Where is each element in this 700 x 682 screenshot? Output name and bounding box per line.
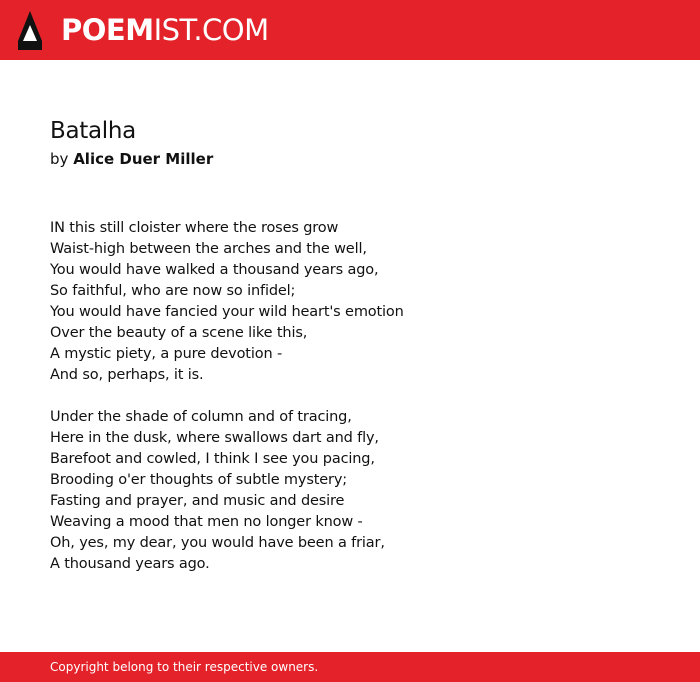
poem-header	[50, 117, 213, 169]
author-name: Alice Duer Miller	[73, 150, 214, 168]
poem-line: And so, perhaps, it is.	[50, 367, 204, 383]
poem-line: IN this still cloister where the roses grow	[50, 220, 339, 236]
poem-line: Barefoot and cowled, I think I see you pacing,	[50, 451, 375, 467]
poem-line: Oh, yes, my dear, you would have been a friar,	[50, 535, 385, 551]
poem-line: So faithful, who are now so infidel;	[50, 283, 296, 299]
site-footer	[0, 652, 700, 682]
pencil-icon[interactable]	[18, 11, 42, 50]
stanza	[50, 218, 404, 386]
poem-line: Fasting and prayer, and music and desire	[50, 493, 345, 509]
site-logo[interactable]	[61, 12, 269, 48]
poem-title: Batalha	[50, 118, 136, 144]
poem-body	[50, 218, 404, 596]
byline	[50, 149, 213, 169]
poem-line: Here in the dusk, where swallows dart and fly,	[50, 430, 379, 446]
poem-line: A mystic piety, a pure devotion -	[50, 346, 283, 362]
poem-line: Over the beauty of a scene like this,	[50, 325, 308, 341]
logo-bold-text: POEM	[61, 13, 154, 47]
poem-line: You would have walked a thousand years ago,	[50, 262, 379, 278]
by-label: by	[50, 150, 69, 168]
site-header	[0, 0, 700, 60]
poem-line: Weaving a mood that men no longer know -	[50, 514, 363, 530]
poem-line: A thousand years ago.	[50, 556, 210, 572]
poem-line: Under the shade of column and of tracing,	[50, 409, 352, 425]
poem-line: You would have fancied your wild heart's emotion	[50, 304, 404, 320]
poem-line: Waist-high between the arches and the well,	[50, 241, 367, 257]
stanza	[50, 407, 404, 575]
poem-line: Brooding o'er thoughts of subtle mystery;	[50, 472, 348, 488]
logo-light-text: IST.COM	[153, 13, 269, 47]
copyright-text: Copyright belong to their respective owners.	[50, 660, 319, 674]
